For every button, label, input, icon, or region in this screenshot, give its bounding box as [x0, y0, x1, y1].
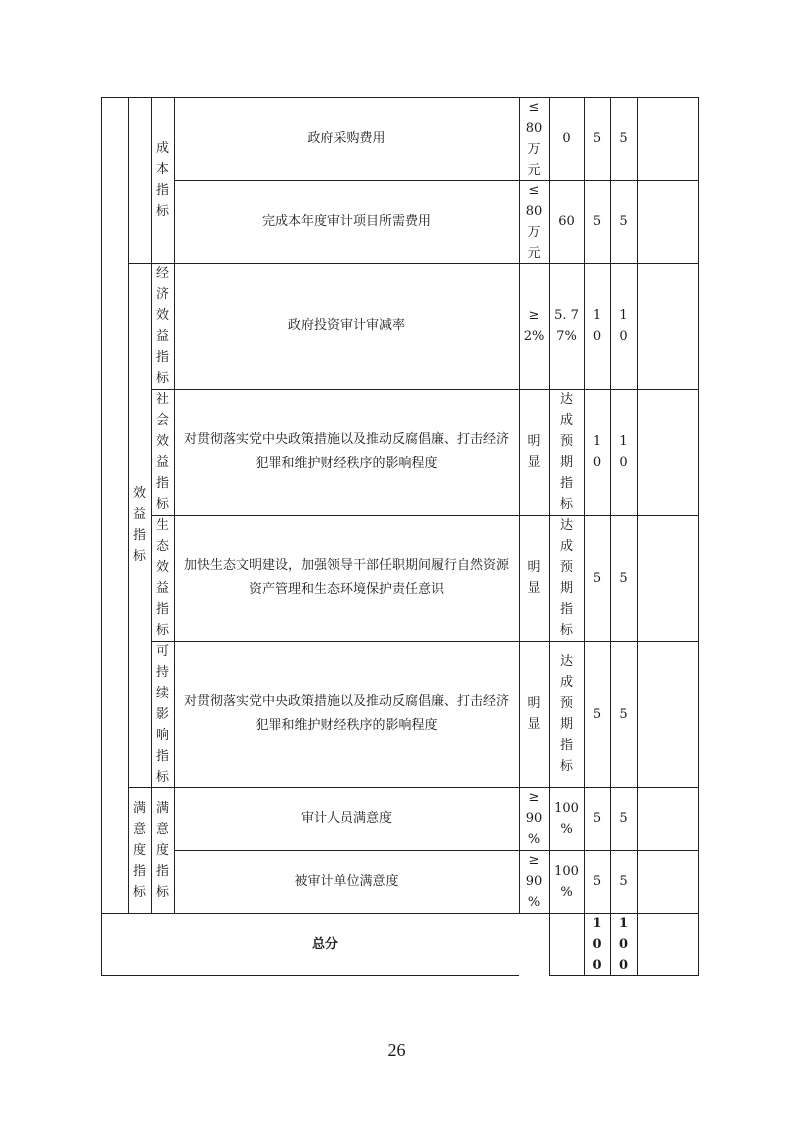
row-6-target: 明 显	[527, 696, 541, 732]
row-3-score: 1 0	[619, 308, 628, 344]
row-7-name: 审计人员满意度	[300, 810, 392, 826]
group-cost-sub: 成 本 指 标	[155, 141, 169, 219]
row-2-name: 完成本年度审计项目所需费用	[261, 213, 431, 229]
row-8-target: ≥ 90 %	[525, 853, 543, 910]
row-1-score: 5	[619, 131, 628, 146]
row-2-score: 5	[619, 214, 628, 229]
row-5-name: 加快生态文明建设，加强领导干部任职期间履行自然资源资产管理和生态环境保护责任意识	[184, 558, 510, 597]
total-label: 总分	[311, 936, 338, 952]
grid-line	[698, 97, 699, 975]
row-2-actual: 60	[558, 214, 575, 229]
row-3-weight: 1 0	[592, 308, 602, 344]
row-8-score: 5	[619, 874, 628, 889]
total-score: 1 0 0	[618, 915, 629, 973]
group-satisfaction: 满 意 度 指 标	[132, 800, 146, 900]
row-6-sub: 可 持 续 影 响 指 标	[155, 643, 169, 785]
row-8-weight: 5	[592, 874, 602, 889]
group-benefit: 效 益 指 标	[132, 486, 146, 564]
row-7-weight: 5	[592, 811, 602, 826]
row-5-sub: 生 态 效 益 指 标	[155, 518, 169, 638]
row-2-weight: 5	[592, 214, 602, 229]
row-5-score: 5	[619, 570, 628, 586]
grid-line	[101, 97, 102, 975]
grid-line	[637, 97, 638, 975]
row-1-target: ≤ 80 万 元	[525, 99, 543, 178]
row-1-actual: 0	[562, 131, 571, 146]
group-satisfaction-sub: 满 意 度 指 标	[155, 800, 169, 900]
row-3-name: 政府投资审计审减率	[287, 318, 405, 333]
row-7-actual: 100 %	[554, 800, 579, 837]
row-2-target: ≤ 80 万 元	[525, 182, 543, 261]
row-4-name: 对贯彻落实党中央政策措施以及推动反腐倡廉、打击经济犯罪和维护财经秩序的影响程度	[184, 432, 510, 471]
row-4-weight: 1 0	[592, 434, 602, 470]
row-7-score: 5	[619, 811, 628, 826]
row-6-name: 对贯彻落实党中央政策措施以及推动反腐倡廉、打击经济犯罪和维护财经秩序的影响程度	[184, 694, 510, 733]
row-7-target: ≥ 90 %	[525, 790, 543, 847]
row-3-target: ≥ 2%	[523, 308, 545, 344]
row-5-weight: 5	[592, 570, 602, 586]
row-5-target: 明 显	[527, 560, 541, 596]
row-8-name: 被审计单位满意度	[294, 873, 399, 889]
row-4-actual: 达 成 预 期 指 标	[559, 392, 573, 512]
row-4-target: 明 显	[527, 434, 541, 470]
total-weight: 1 0 0	[592, 915, 602, 973]
row-1-name: 政府采购费用	[307, 130, 386, 146]
row-5-actual: 达 成 预 期 指 标	[559, 518, 573, 638]
row-6-actual: 达 成 预 期 指 标	[559, 654, 573, 774]
page-number: 26	[387, 1040, 406, 1060]
grid-line	[101, 975, 519, 976]
row-1-weight: 5	[592, 131, 602, 146]
row-4-score: 1 0	[619, 434, 628, 470]
row-6-weight: 5	[592, 706, 602, 722]
row-8-actual: 100 %	[554, 863, 579, 900]
row-3-actual: 5. 7 7%	[554, 308, 579, 344]
row-3-sub: 经 济 效 益 指 标	[155, 266, 169, 386]
row-6-score: 5	[619, 706, 628, 722]
row-4-sub: 社 会 效 益 指 标	[155, 392, 169, 512]
